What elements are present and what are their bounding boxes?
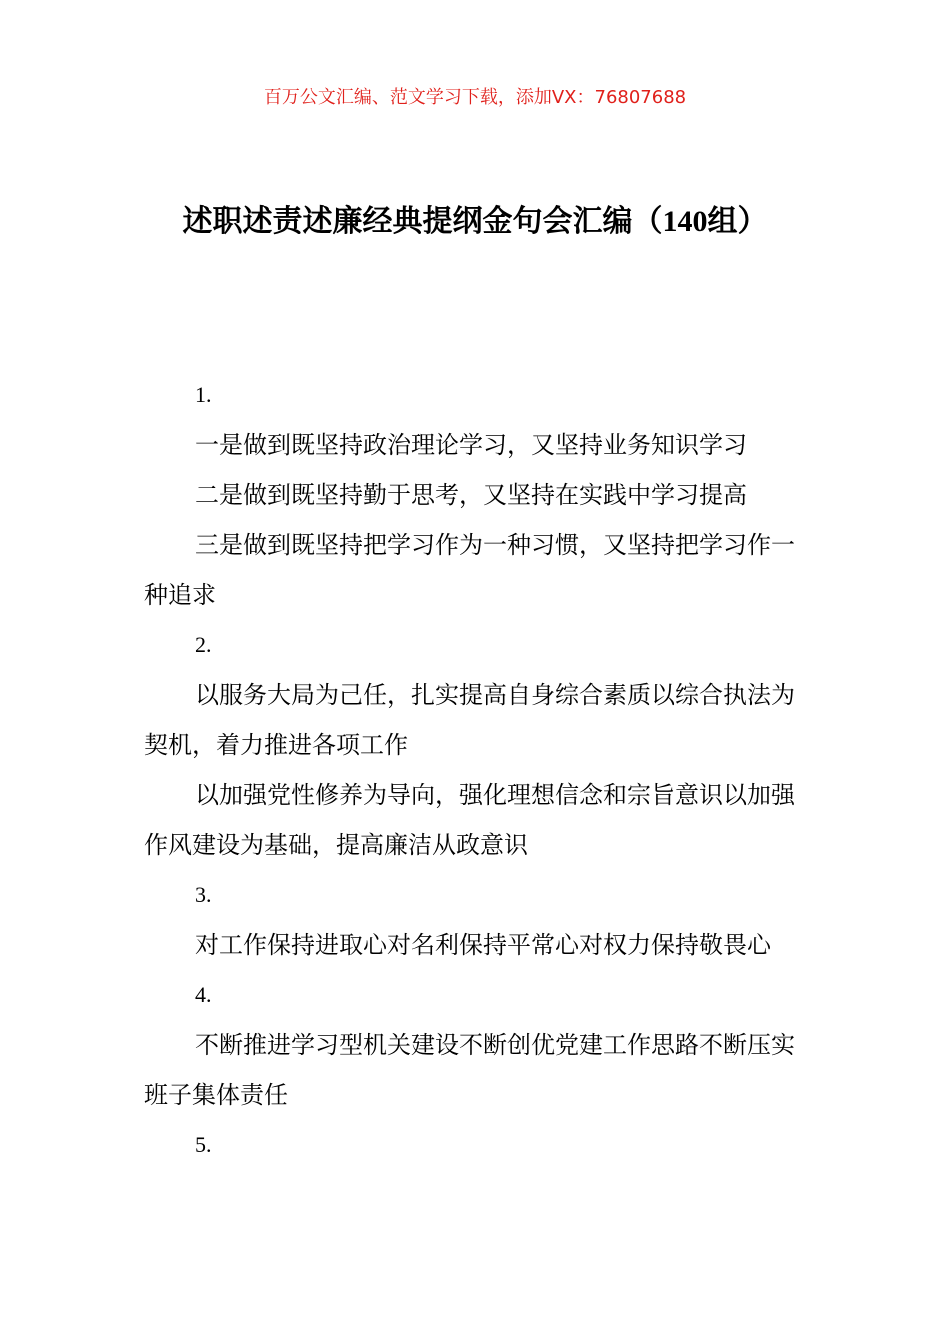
title-main-text: 述职述责述廉经典提纲金句会汇编（ [182,204,663,239]
watermark-header: 百万公文汇编、范文学习下载，添加VX：76807688 [263,87,687,108]
body-paragraph: 一是做到既坚持政治理论学习，又坚持业务知识学习 [195,431,747,459]
body-paragraph: 对工作保持进取心对名利保持平常心对权力保持敬畏心 [195,931,771,959]
item-number: 4. [195,982,212,1007]
body-paragraph: 二是做到既坚持勤于思考，又坚持在实践中学习提高 [195,481,747,509]
item-number: 1. [195,382,212,407]
document-title [150,198,800,246]
body-paragraph: 不断推进学习型机关建设不断创优党建工作思路不断压实班子集体责任 [144,1031,795,1109]
item-number: 5. [195,1132,212,1157]
title-count: 140 [662,205,708,238]
body-paragraph: 以加强党性修养为导向，强化理想信念和宗旨意识以加强作风建设为基础，提高廉洁从政意识 [144,781,795,859]
item-number: 2. [195,632,212,657]
body-paragraph: 以服务大局为己任，扎实提高自身综合素质以综合执法为契机，着力推进各项工作 [144,681,795,759]
title-end-text: 组） [707,204,768,239]
item-number: 3. [195,882,212,907]
document-body [144,370,814,1170]
body-paragraph: 三是做到既坚持把学习作为一种习惯，又坚持把学习作一种追求 [144,531,795,609]
